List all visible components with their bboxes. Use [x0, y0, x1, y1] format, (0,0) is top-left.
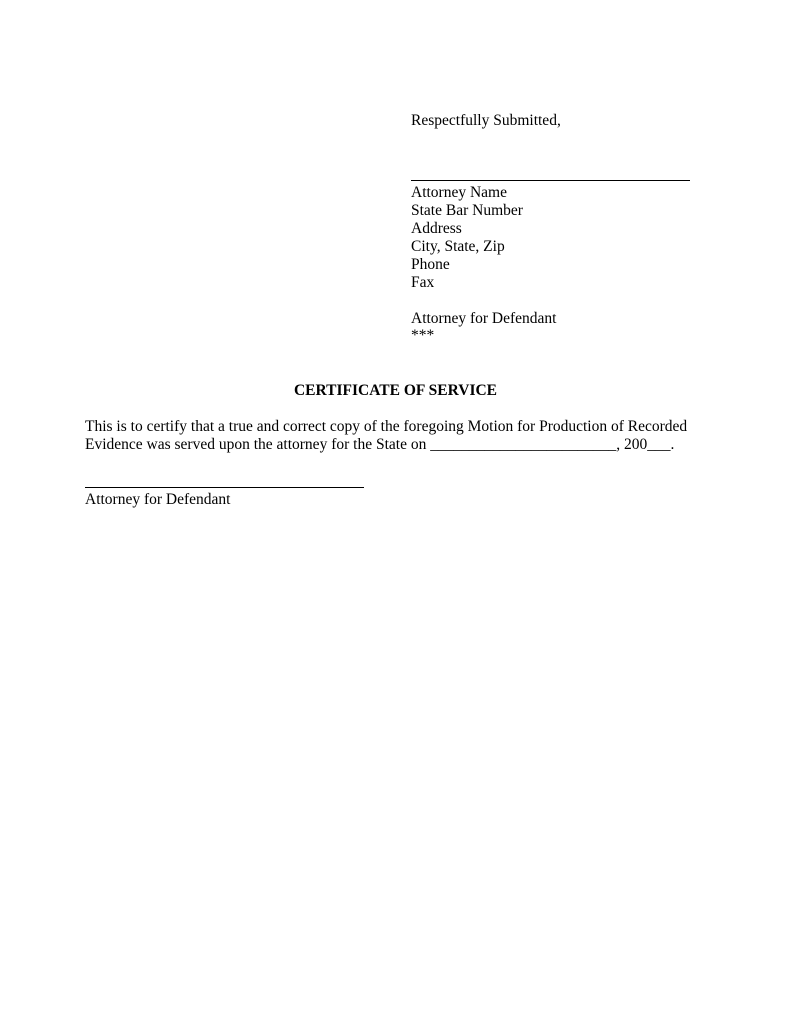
phone: Phone — [411, 256, 450, 273]
certificate-body-line-1: This is to certify that a true and correct copy of the foregoing Motion for Production of Recorded — [85, 418, 688, 435]
attorney-role: Attorney for Defendant — [411, 310, 557, 327]
certificate-signer-label: Attorney for Defendant — [85, 491, 231, 508]
closing-text: Respectfully Submitted, — [411, 112, 561, 129]
fax: Fax — [411, 274, 435, 291]
signature-line — [411, 180, 690, 181]
certificate-signature-line — [85, 487, 364, 488]
city-state-zip: City, State, Zip — [411, 238, 505, 255]
address: Address — [411, 220, 462, 237]
certificate-body — [85, 418, 697, 454]
certificate-body-line-2: Evidence was served upon the attorney for the State on ________________________, 200___. — [85, 436, 675, 453]
attorney-name: Attorney Name — [411, 184, 507, 201]
certificate-heading: CERTIFICATE OF SERVICE — [293, 382, 498, 399]
state-bar-number: State Bar Number — [411, 202, 523, 219]
section-marker: *** — [411, 327, 435, 344]
